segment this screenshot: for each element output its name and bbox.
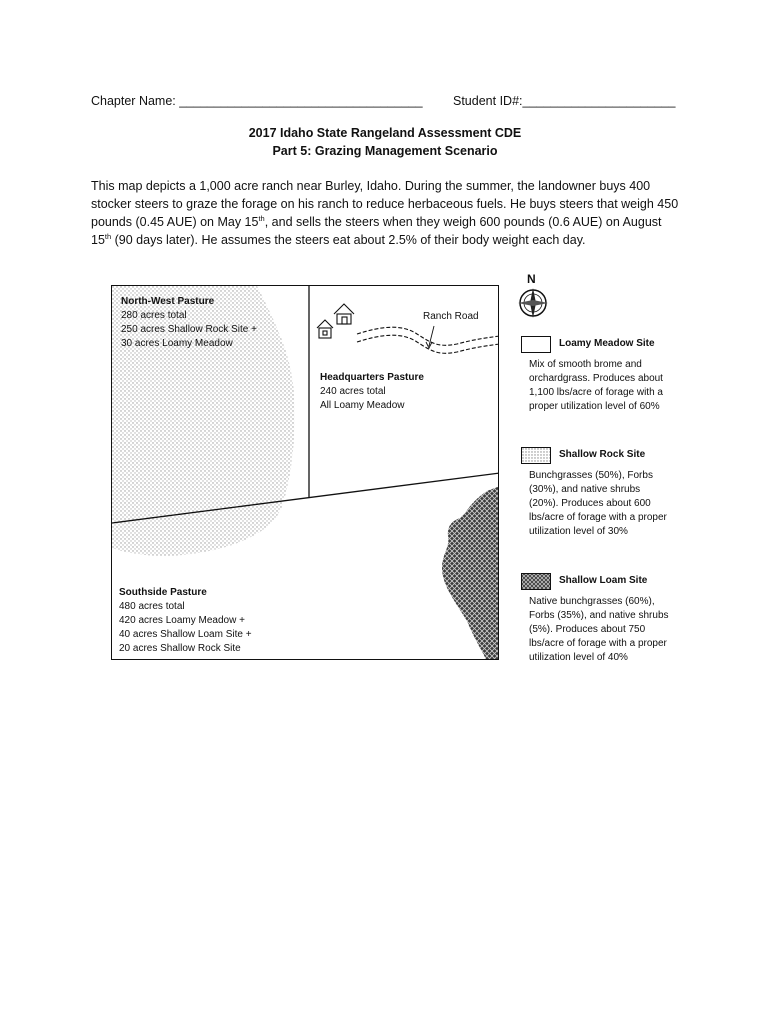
loamy-meadow-name: Loamy Meadow Site: [559, 338, 655, 349]
compass-icon: [516, 286, 550, 320]
southside-line-3: 40 acres Shallow Loam Site +: [119, 629, 252, 640]
intro-text-1: This map depicts a 1,000 acre ranch near Burley, Idaho. During the summer, the landowner buys 400 stocker steers to graze the forage on his ranch to reduce herbaceous fuels. He buys steers that weigh 450 pounds (0.45 AUE) on May 15: [91, 179, 679, 229]
headquarters-line-1: 240 acres total: [320, 386, 386, 397]
southside-line-4: 20 acres Shallow Rock Site: [119, 643, 241, 654]
loamy-meadow-swatch: [521, 336, 551, 353]
shallow-loam-desc: Native bunchgrasses (60%), Forbs (35%), and native shrubs (5%). Produces about 750 lbs/acre of forage with a proper utilization level of 40%: [529, 596, 669, 663]
intro-text-3: (90 days later). He assumes the steers eat about 2.5% of their body weight each day.: [111, 233, 586, 247]
shallow-rock-name: Shallow Rock Site: [559, 449, 646, 460]
shallow-loam-area: [442, 486, 499, 660]
northwest-line-2: 250 acres Shallow Rock Site +: [121, 324, 257, 335]
intro-text-2: , and sells the steers when they weigh 600 pounds (0.6 AUE) on August 15: [91, 215, 662, 247]
intro-sup-2: th: [104, 231, 112, 241]
loamy-meadow-desc: Mix of smooth brome and orchardgrass. Produces about 1,100 lbs/acre of forage with a proper utilization level of 60%: [529, 359, 663, 412]
compass-rose: [516, 272, 550, 320]
intro-sup-1: th: [258, 213, 265, 223]
ranch-road-edge: [357, 335, 499, 353]
southside-pasture-name: Southside Pasture: [119, 587, 207, 598]
chapter-name-field[interactable]: Chapter Name: ___________________________________: [91, 94, 423, 108]
shallow-rock-desc: Bunchgrasses (50%), Forbs (30%), and native shrubs (20%). Produces about 600 lbs/acre of forage with a proper utilization level of 30%: [529, 470, 667, 537]
intro-paragraph: [91, 177, 681, 249]
student-id-field[interactable]: Student ID#:______________________: [453, 94, 676, 108]
ranch-map: [111, 285, 499, 660]
compass-north-letter: N: [527, 272, 536, 286]
shallow-loam-swatch: [521, 573, 551, 590]
headquarters-pasture-label: [320, 371, 424, 413]
document-title: [0, 124, 770, 160]
house-icon: [317, 320, 333, 338]
headquarters-pasture-name: Headquarters Pasture: [320, 372, 424, 383]
northwest-line-1: 280 acres total: [121, 310, 187, 321]
title-line-1: 2017 Idaho State Rangeland Assessment CDE: [248, 126, 522, 140]
southside-line-1: 480 acres total: [119, 601, 185, 612]
shallow-loam-name: Shallow Loam Site: [559, 575, 648, 586]
southside-pasture-label: [119, 586, 252, 656]
northwest-line-3: 30 acres Loamy Meadow: [121, 338, 233, 349]
northwest-pasture-name: North-West Pasture: [121, 296, 215, 307]
southside-line-2: 420 acres Loamy Meadow +: [119, 615, 245, 626]
headquarters-line-2: All Loamy Meadow: [320, 400, 405, 411]
ranch-road-label: Ranch Road: [423, 311, 479, 322]
barn-icon: [334, 304, 354, 324]
title-line-2: Part 5: Grazing Management Scenario: [272, 144, 498, 158]
shallow-rock-swatch: [521, 447, 551, 464]
northwest-pasture-label: [121, 295, 257, 351]
